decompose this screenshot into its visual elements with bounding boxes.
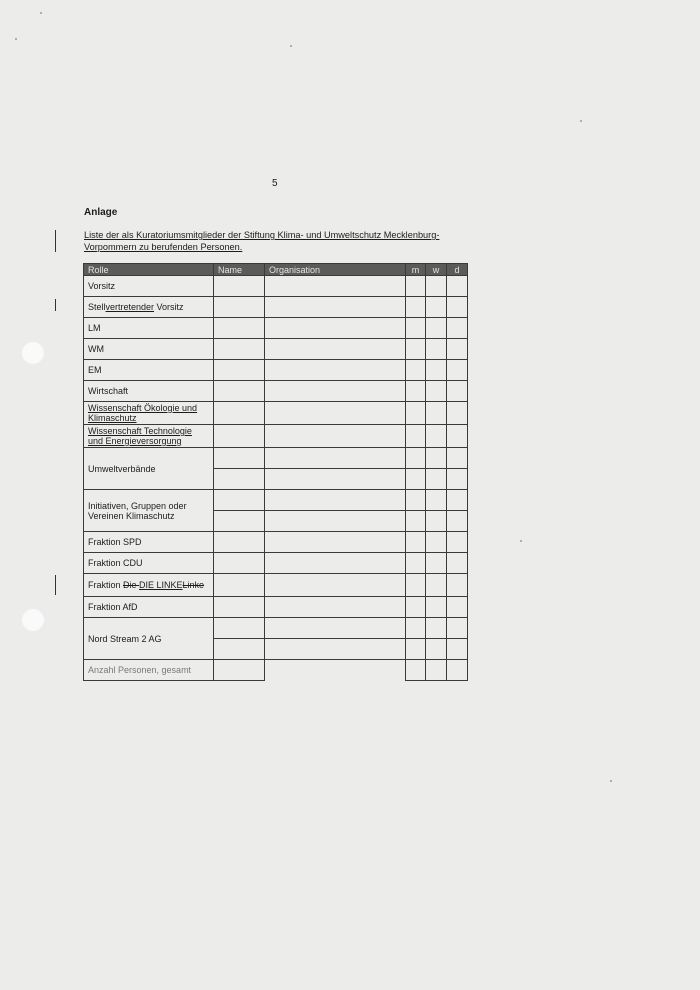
name-cell — [214, 448, 265, 469]
page-number: 5 — [272, 178, 278, 189]
table-row — [84, 532, 468, 553]
name-cell — [214, 425, 265, 448]
org-cell — [265, 360, 406, 381]
table-row — [84, 339, 468, 360]
change-bar — [55, 230, 56, 252]
name-cell — [214, 597, 265, 618]
table-row — [84, 553, 468, 574]
org-cell — [265, 511, 406, 532]
name-cell — [214, 276, 265, 297]
d-cell — [447, 532, 468, 553]
header-organisation: Organisation — [265, 264, 406, 276]
name-cell — [214, 618, 265, 639]
d-cell — [447, 402, 468, 425]
m-cell — [406, 490, 426, 511]
punch-hole — [22, 609, 44, 631]
header-m: m — [406, 264, 426, 276]
change-bar — [55, 299, 56, 311]
w-cell — [426, 318, 447, 339]
org-cell — [265, 402, 406, 425]
name-cell — [214, 381, 265, 402]
name-cell — [214, 553, 265, 574]
org-cell — [265, 553, 406, 574]
role-cell: Initiativen, Gruppen oder Vereinen Klimaschutz — [84, 490, 214, 532]
deleted-text: Die — [123, 580, 140, 590]
table-row — [84, 574, 468, 597]
table-row — [84, 318, 468, 339]
d-cell — [447, 276, 468, 297]
d-cell — [447, 639, 468, 660]
org-cell — [265, 532, 406, 553]
w-cell — [426, 511, 447, 532]
total-value-cell — [214, 660, 265, 681]
role-cell: Vorsitz — [84, 276, 214, 297]
org-cell — [265, 381, 406, 402]
role-cell — [84, 574, 214, 597]
d-cell — [447, 574, 468, 597]
role-cell: Wissenschaft Ökologie und Klimaschutz — [84, 402, 214, 425]
org-cell — [265, 639, 406, 660]
d-cell — [447, 425, 468, 448]
name-cell — [214, 639, 265, 660]
punch-hole — [22, 342, 44, 364]
m-cell — [406, 318, 426, 339]
role-cell: Wissenschaft Technologie und Energieversorgung — [84, 425, 214, 448]
role-cell: Umweltverbände — [84, 448, 214, 490]
document-heading: Anlage — [84, 207, 118, 218]
w-total-cell — [426, 660, 447, 681]
d-cell — [447, 360, 468, 381]
d-cell — [447, 448, 468, 469]
scan-speck — [40, 12, 42, 14]
table-row — [84, 618, 468, 639]
w-cell — [426, 553, 447, 574]
w-cell — [426, 402, 447, 425]
m-cell — [406, 597, 426, 618]
scan-speck — [290, 45, 292, 47]
m-cell — [406, 553, 426, 574]
kuratorium-table — [83, 263, 468, 681]
org-cell — [265, 469, 406, 490]
m-cell — [406, 448, 426, 469]
role-text: Stell — [88, 302, 106, 312]
m-cell — [406, 425, 426, 448]
d-cell — [447, 297, 468, 318]
w-cell — [426, 618, 447, 639]
role-text: Fraktion — [88, 580, 124, 590]
role-cell: LM — [84, 318, 214, 339]
table-row — [84, 425, 468, 448]
org-cell — [265, 276, 406, 297]
inserted-text: DIE LINKE — [139, 580, 183, 590]
w-cell — [426, 339, 447, 360]
name-cell — [214, 490, 265, 511]
d-cell — [447, 381, 468, 402]
intro-text: Liste der als Kuratoriumsmitglieder der Stiftung Klima- und Umweltschutz Mecklenburg-Vorpommern zu berufenden Personen. — [84, 230, 440, 252]
m-cell — [406, 574, 426, 597]
w-cell — [426, 425, 447, 448]
table-row — [84, 360, 468, 381]
table-row — [84, 597, 468, 618]
w-cell — [426, 469, 447, 490]
w-cell — [426, 574, 447, 597]
w-cell — [426, 597, 447, 618]
role-cell: Fraktion AfD — [84, 597, 214, 618]
role-text: Vorsitz — [154, 302, 184, 312]
org-cell — [265, 425, 406, 448]
name-cell — [214, 297, 265, 318]
d-cell — [447, 553, 468, 574]
m-cell — [406, 618, 426, 639]
m-total-cell — [406, 660, 426, 681]
scan-speck — [610, 780, 612, 782]
role-cell: WM — [84, 339, 214, 360]
header-name: Name — [214, 264, 265, 276]
w-cell — [426, 532, 447, 553]
w-cell — [426, 639, 447, 660]
name-cell — [214, 318, 265, 339]
d-cell — [447, 339, 468, 360]
d-cell — [447, 318, 468, 339]
d-cell — [447, 490, 468, 511]
w-cell — [426, 490, 447, 511]
org-cell — [265, 318, 406, 339]
org-cell — [265, 297, 406, 318]
scan-speck — [580, 120, 582, 122]
role-cell: Fraktion SPD — [84, 532, 214, 553]
name-cell — [214, 511, 265, 532]
d-total-cell — [447, 660, 468, 681]
w-cell — [426, 276, 447, 297]
role-cell — [84, 297, 214, 318]
header-rolle: Rolle — [84, 264, 214, 276]
name-cell — [214, 360, 265, 381]
total-row — [84, 660, 468, 681]
org-cell — [265, 490, 406, 511]
role-cell: Nord Stream 2 AG — [84, 618, 214, 660]
name-cell — [214, 532, 265, 553]
deleted-text: Linke — [182, 580, 205, 590]
d-cell — [447, 597, 468, 618]
table-row — [84, 490, 468, 511]
table-row — [84, 276, 468, 297]
role-cell: Wirtschaft — [84, 381, 214, 402]
header-d: d — [447, 264, 468, 276]
scan-speck — [15, 38, 17, 40]
deleted-text: vertretender — [105, 302, 155, 312]
name-cell — [214, 402, 265, 425]
org-cell — [265, 574, 406, 597]
table-row — [84, 297, 468, 318]
w-cell — [426, 360, 447, 381]
header-w: w — [426, 264, 447, 276]
w-cell — [426, 381, 447, 402]
m-cell — [406, 381, 426, 402]
role-cell: EM — [84, 360, 214, 381]
name-cell — [214, 339, 265, 360]
d-cell — [447, 469, 468, 490]
change-bar — [55, 575, 56, 595]
w-cell — [426, 448, 447, 469]
d-cell — [447, 511, 468, 532]
org-cell — [265, 448, 406, 469]
m-cell — [406, 297, 426, 318]
name-cell — [214, 469, 265, 490]
m-cell — [406, 339, 426, 360]
total-label: Anzahl Personen, gesamt — [84, 660, 214, 681]
m-cell — [406, 639, 426, 660]
name-cell — [214, 574, 265, 597]
m-cell — [406, 276, 426, 297]
blank-cell — [265, 660, 406, 681]
table-row — [84, 381, 468, 402]
d-cell — [447, 618, 468, 639]
org-cell — [265, 339, 406, 360]
table-row — [84, 402, 468, 425]
m-cell — [406, 402, 426, 425]
m-cell — [406, 469, 426, 490]
m-cell — [406, 511, 426, 532]
m-cell — [406, 360, 426, 381]
org-cell — [265, 597, 406, 618]
scan-speck — [520, 540, 522, 542]
table-header-row — [84, 264, 468, 276]
w-cell — [426, 297, 447, 318]
org-cell — [265, 618, 406, 639]
role-cell: Fraktion CDU — [84, 553, 214, 574]
m-cell — [406, 532, 426, 553]
table-row — [84, 448, 468, 469]
